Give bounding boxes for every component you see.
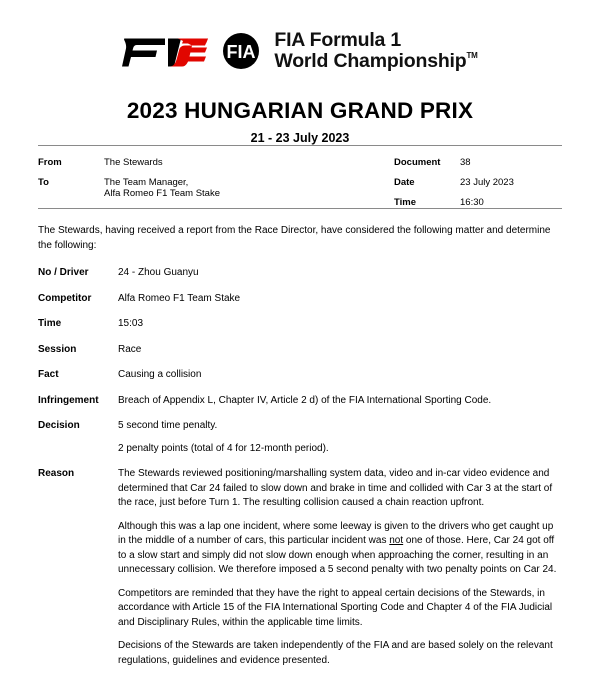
time-label: Time: [394, 197, 417, 209]
meta-row-date: [394, 177, 562, 188]
intro-paragraph: The Stewards, having received a report from the Race Director, have considered the following matter and determine the following:: [38, 225, 551, 252]
field-competitor: [38, 292, 562, 307]
to-value: [104, 177, 220, 199]
from-value: The Stewards: [104, 157, 163, 169]
from-label: From: [38, 157, 62, 169]
trademark-symbol: TM: [466, 51, 478, 61]
competitor-value: Alfa Romeo F1 Team Stake: [118, 292, 241, 304]
document-label: Document: [394, 157, 441, 169]
decision-label: Decision: [38, 420, 80, 432]
date-value: 23 July 2023: [460, 177, 514, 189]
field-infringement: [38, 394, 562, 409]
reason-label: Reason: [38, 468, 75, 480]
document-header: [38, 0, 562, 72]
time-value: 16:30: [460, 197, 484, 209]
page-title: 2023 HUNGARIAN GRAND PRIX: [126, 98, 474, 124]
reason-paragraph-3: Competitors are reminded that they have the right to appeal certain decisions of the Stewards, in accordance with Article 15 of the FIA International Sporting Code and Chapter 4 of the FIA Judicial and Disciplinary Rules, within the applicable time limits.: [118, 587, 553, 628]
to-label: To: [38, 177, 49, 189]
svg-text:FIA: FIA: [226, 42, 256, 63]
championship-title: [274, 30, 477, 72]
decision-value: [118, 419, 562, 456]
reason-paragraph-4: Decisions of the Stewards are taken independently of the FIA and are based solely on the relevant regulations, guidelines and evidence presented.: [118, 640, 553, 666]
reason-paragraph-2-part-a: Although this was a lap one incident, where some leeway is given to the drivers who get caught up in the middle of a number of cars, this particular incident was: [118, 520, 554, 547]
field-driver: [38, 266, 562, 281]
f1-logo: [122, 34, 208, 68]
to-value-line-1: The Team Manager,: [104, 177, 189, 189]
infringement-value: Breach of Appendix L, Chapter IV, Article 2 d) of the FIA International Sporting Code.: [118, 394, 492, 406]
driver-label: No / Driver: [38, 267, 89, 279]
document-value: 38: [460, 157, 471, 169]
fia-logo: [218, 31, 264, 71]
fact-label: Fact: [38, 369, 59, 381]
decision-value-line-1: 5 second time penalty.: [118, 420, 218, 432]
meta-block: [38, 146, 562, 208]
session-label: Session: [38, 343, 77, 355]
decision-value-line-2: 2 penalty points (total of 4 for 12-month period).: [118, 442, 329, 454]
reason-paragraph-1: The Stewards reviewed positioning/marshalling system data, video and in-car video evidence and determined that Car 24 failed to slow down and brake in time and collided with Car 3 at the start of the race, just before Turn 1. The resulting collision caused a chain reaction upfront.: [118, 468, 553, 509]
to-value-line-2: Alfa Romeo F1 Team Stake: [104, 188, 220, 200]
time-field-label: Time: [38, 318, 62, 330]
event-dates: 21 - 23 July 2023: [250, 131, 350, 146]
session-value: Race: [118, 343, 142, 355]
reason-paragraph-2: [118, 520, 562, 578]
decision-fields: [38, 266, 562, 668]
field-decision: [38, 419, 562, 456]
field-reason: [38, 467, 562, 668]
fact-value: Causing a collision: [118, 369, 202, 381]
field-session: [38, 343, 562, 358]
reason-paragraph-2-part-b: one of those. Here, Car 24 got off to a slow start and simply did not slow down enough when approaching the corner, resulting in an unnecessary collision. We therefore imposed a 5 second penalty with two penalty points on Car 24.: [118, 535, 557, 576]
reason-value: [118, 467, 562, 668]
meta-column-left: [38, 157, 338, 208]
date-label: Date: [394, 177, 415, 189]
driver-value: 24 - Zhou Guanyu: [118, 267, 199, 279]
infringement-label: Infringement: [38, 394, 99, 406]
meta-row-time: [394, 197, 562, 208]
championship-line-1: FIA Formula 1: [274, 29, 402, 51]
competitor-label: Competitor: [38, 292, 92, 304]
reason-paragraph-2-emphasis: not: [389, 535, 404, 547]
field-fact: [38, 368, 562, 383]
meta-row-to: [38, 177, 338, 199]
meta-row-document: [394, 157, 562, 168]
championship-line-2: World Championship™: [274, 50, 478, 73]
meta-column-right: [338, 157, 562, 208]
time-field-value: 15:03: [118, 318, 144, 330]
field-time: [38, 317, 562, 332]
meta-row-from: [38, 157, 338, 168]
